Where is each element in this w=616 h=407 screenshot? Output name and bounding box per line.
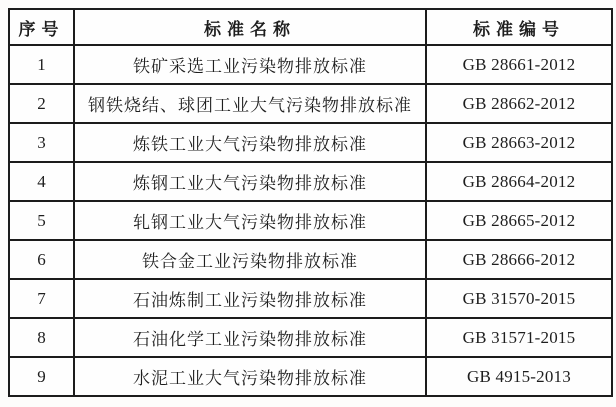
table-row	[9, 123, 612, 162]
table-row	[9, 318, 612, 357]
row-number-cell: 7	[9, 279, 74, 318]
standard-name-cell: 轧钢工业大气污染物排放标准	[74, 201, 426, 240]
standard-name-cell: 石油化学工业污染物排放标准	[74, 318, 426, 357]
row-number-cell: 2	[9, 84, 74, 123]
table-row	[9, 240, 612, 279]
row-number-cell: 1	[9, 45, 74, 84]
standard-name-cell: 炼铁工业大气污染物排放标准	[74, 123, 426, 162]
row-number-cell: 6	[9, 240, 74, 279]
row-number-cell: 5	[9, 201, 74, 240]
standards-table	[8, 8, 613, 397]
standard-name-cell: 水泥工业大气污染物排放标准	[74, 357, 426, 396]
table-row	[9, 162, 612, 201]
header-standard-code: 标准编号	[426, 9, 612, 45]
standard-name-cell: 炼钢工业大气污染物排放标准	[74, 162, 426, 201]
standard-name-cell: 铁矿采选工业污染物排放标准	[74, 45, 426, 84]
standard-code-cell: GB 31570-2015	[426, 279, 612, 318]
row-number-cell: 4	[9, 162, 74, 201]
table-row	[9, 45, 612, 84]
standard-code-cell: GB 28666-2012	[426, 240, 612, 279]
table-row	[9, 84, 612, 123]
table-row	[9, 357, 612, 396]
standard-name-cell: 钢铁烧结、球团工业大气污染物排放标准	[74, 84, 426, 123]
row-number-cell: 3	[9, 123, 74, 162]
standard-code-cell: GB 31571-2015	[426, 318, 612, 357]
header-serial-number: 序号	[9, 9, 74, 45]
table-row	[9, 201, 612, 240]
row-number-cell: 9	[9, 357, 74, 396]
standard-code-cell: GB 28662-2012	[426, 84, 612, 123]
standard-code-cell: GB 28663-2012	[426, 123, 612, 162]
header-standard-name: 标准名称	[74, 9, 426, 45]
standard-code-cell: GB 4915-2013	[426, 357, 612, 396]
row-number-cell: 8	[9, 318, 74, 357]
standard-code-cell: GB 28661-2012	[426, 45, 612, 84]
standard-name-cell: 石油炼制工业污染物排放标准	[74, 279, 426, 318]
table-row	[9, 279, 612, 318]
standard-name-cell: 铁合金工业污染物排放标准	[74, 240, 426, 279]
table-header-row	[9, 9, 612, 45]
standard-code-cell: GB 28664-2012	[426, 162, 612, 201]
standard-code-cell: GB 28665-2012	[426, 201, 612, 240]
